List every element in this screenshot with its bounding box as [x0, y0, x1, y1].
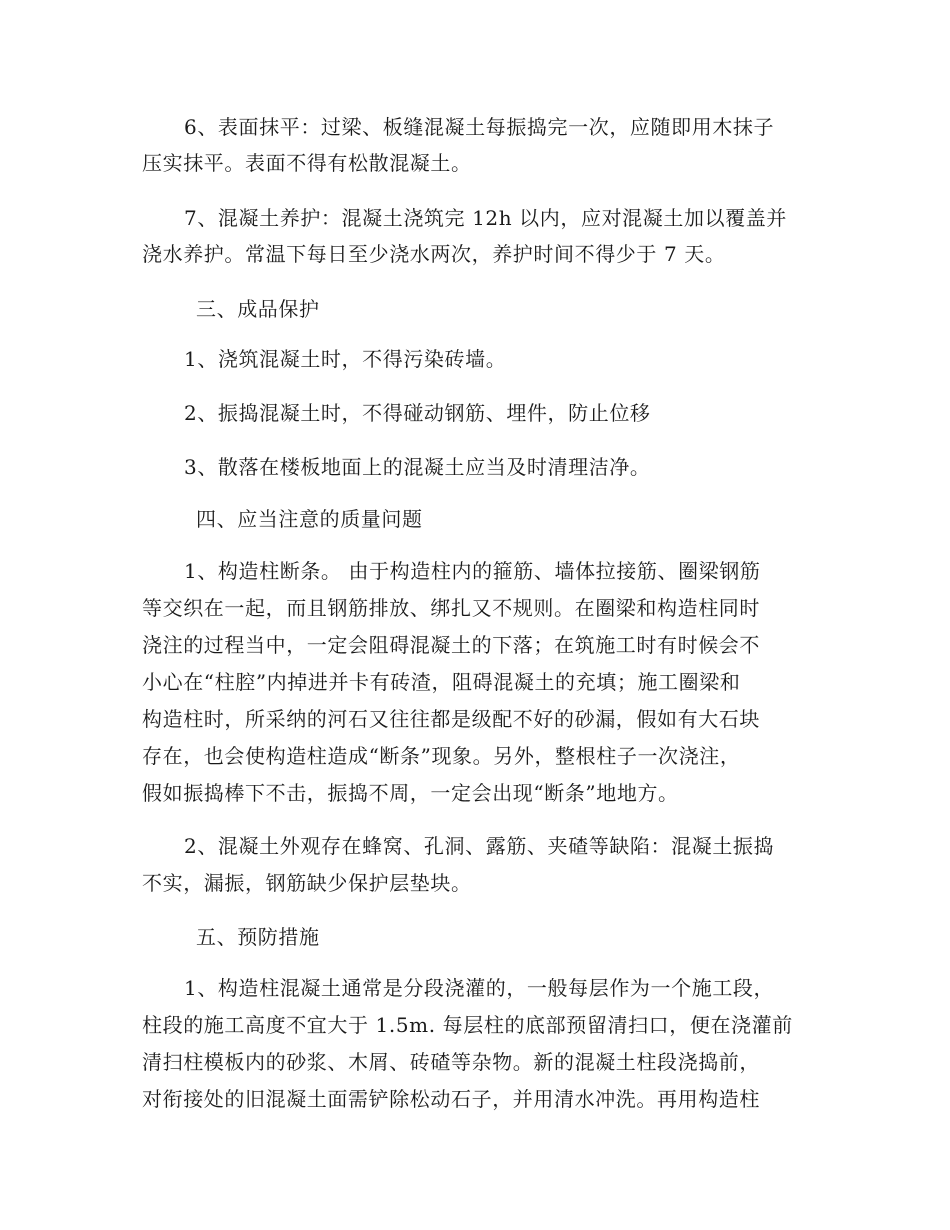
paragraph-line: 1、浇筑混凝土时，不得污染砖墙。 — [184, 347, 507, 371]
paragraph-line: 浇水养护。常温下每日至少浇水两次，养护时间不得少于 7 天。 — [142, 242, 726, 266]
paragraph-line: 对衔接处的旧混凝土面需铲除松动石子，并用清水冲洗。再用构造柱 — [142, 1087, 760, 1111]
section-heading: 四、应当注意的质量问题 — [196, 507, 423, 531]
paragraph-line: 2、混凝土外观存在蜂窝、孔洞、露筋、夹碴等缺陷：混凝土振捣 — [184, 834, 775, 858]
paragraph-line: 6、表面抹平：过梁、板缝混凝土每振捣完一次，应随即用木抹子 — [184, 115, 775, 139]
paragraph-line: 柱段的施工高度不宜大于 1.5m. 每层柱的底部预留清扫口，便在浇灌前 — [142, 1013, 793, 1037]
paragraph-line: 小心在“柱腔”内掉进并卡有砖渣，阻碍混凝土的充填；施工圈梁和 — [142, 670, 741, 694]
paragraph-line: 构造柱时，所采纳的河石又往往都是级配不好的砂漏，假如有大石块 — [142, 707, 760, 731]
paragraph-line: 7、混凝土养护：混凝土浇筑完 12h 以内，应对混凝土加以覆盖并 — [184, 206, 787, 230]
paragraph-line: 存在，也会使构造柱造成“断条”现象。另外，整根柱子一次浇注， — [142, 744, 741, 768]
paragraph-line: 等交织在一起，而且钢筋排放、绑扎又不规则。在圈梁和构造柱同时 — [142, 596, 760, 620]
paragraph-line: 不实，漏振，钢筋缺少保护层垫块。 — [142, 871, 472, 895]
paragraph-line: 压实抹平。表面不得有松散混凝土。 — [142, 151, 472, 175]
paragraph-line: 清扫柱模板内的砂浆、木屑、砖碴等杂物。新的混凝土柱段浇捣前， — [142, 1050, 760, 1074]
paragraph-line: 3、散落在楼板地面上的混凝土应当及时清理洁净。 — [184, 455, 651, 479]
paragraph-line: 2、振捣混凝土时，不得碰动钢筋、埋件，防止位移 — [184, 401, 651, 425]
paragraph-line: 浇注的过程当中，一定会阻碍混凝土的下落；在筑施工时有时候会不 — [142, 633, 760, 657]
paragraph-line: 1、构造柱断条。 由于构造柱内的箍筋、墙体拉接筋、圈梁钢筋 — [184, 559, 761, 583]
paragraph-line: 假如振捣棒下不击，振捣不周，一定会出现“断条”地地方。 — [142, 781, 679, 805]
section-heading: 三、成品保护 — [196, 297, 320, 321]
paragraph-line: 1、构造柱混凝土通常是分段浇灌的，一般每层作为一个施工段， — [184, 976, 775, 1000]
section-heading: 五、预防措施 — [196, 925, 320, 949]
